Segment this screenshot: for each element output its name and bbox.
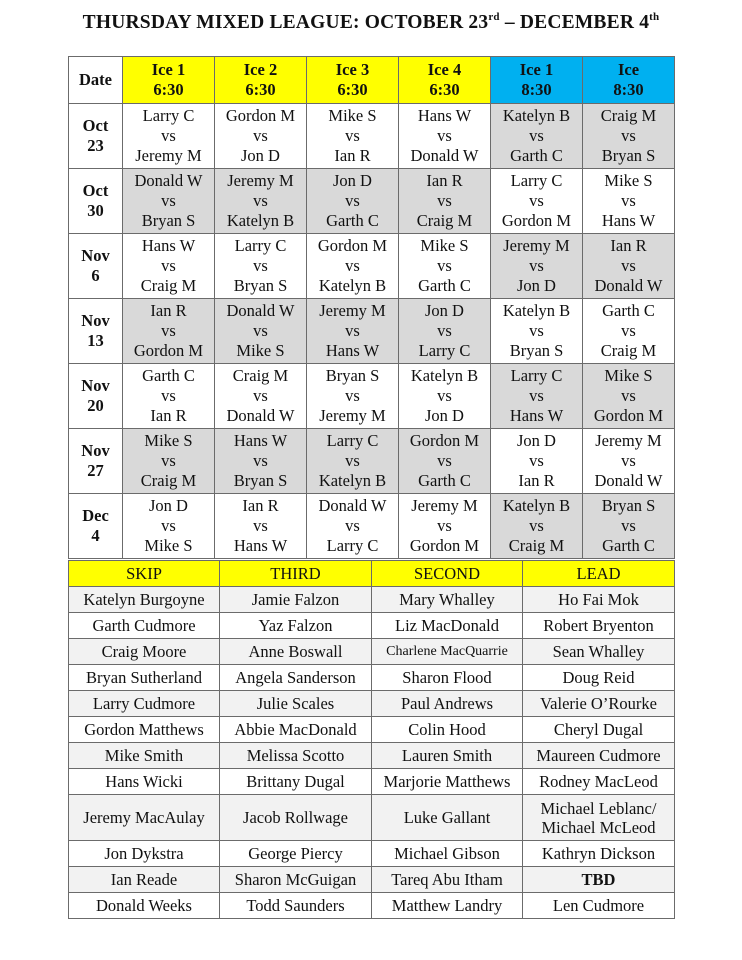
versus-label: vs xyxy=(621,516,636,535)
game-cell xyxy=(307,299,399,364)
skip-home: Katelyn B xyxy=(502,301,571,320)
game-cell xyxy=(399,364,491,429)
game-cell xyxy=(123,494,215,559)
skip-away: Ian R xyxy=(518,471,555,490)
versus-label: vs xyxy=(345,451,360,470)
versus-label: vs xyxy=(345,386,360,405)
date-part: 13 xyxy=(87,331,104,350)
lead-name: Robert Bryenton xyxy=(523,613,675,639)
lead-name: Rodney MacLeod xyxy=(523,769,675,795)
skip-home: Donald W xyxy=(226,301,295,320)
versus-label: vs xyxy=(529,126,544,145)
game-cell xyxy=(123,429,215,494)
versus-label: vs xyxy=(437,516,452,535)
versus-label: vs xyxy=(253,126,268,145)
game-cell xyxy=(215,234,307,299)
game-cell xyxy=(307,234,399,299)
game-cell xyxy=(583,429,675,494)
header-time: 6:30 xyxy=(245,80,276,99)
header-time: 6:30 xyxy=(337,80,368,99)
game-cell xyxy=(399,104,491,169)
second-name: Matthew Landry xyxy=(372,893,523,919)
skip-home: Katelyn B xyxy=(502,496,571,515)
header-line: Ice 4 xyxy=(427,60,462,79)
skip-home: Jeremy M xyxy=(227,171,294,190)
skip-away: Gordon M xyxy=(593,406,664,425)
versus-label: vs xyxy=(253,321,268,340)
header-line: Date xyxy=(79,70,112,89)
game-cell xyxy=(583,364,675,429)
week-date xyxy=(69,234,123,299)
versus-label: vs xyxy=(253,191,268,210)
third-name: Sharon McGuigan xyxy=(220,867,372,893)
game-cell xyxy=(307,429,399,494)
lead-column-header: LEAD xyxy=(523,561,675,587)
skip-away: Donald W xyxy=(226,406,295,425)
game-cell xyxy=(123,364,215,429)
header-line: Ice xyxy=(617,60,640,79)
versus-label: vs xyxy=(161,321,176,340)
versus-label: vs xyxy=(529,256,544,275)
game-cell xyxy=(215,429,307,494)
lead-name-line: Michael McLeod xyxy=(541,817,656,837)
versus-label: vs xyxy=(253,256,268,275)
skip-away: Garth C xyxy=(326,211,379,230)
date-part: 30 xyxy=(87,201,104,220)
date-part: Oct xyxy=(82,181,109,200)
skip-home: Jeremy M xyxy=(411,496,478,515)
game-cell xyxy=(215,494,307,559)
lead-name: Len Cudmore xyxy=(523,893,675,919)
date-part: Nov xyxy=(81,376,110,395)
header-time: 6:30 xyxy=(429,80,460,99)
date-part: 6 xyxy=(91,266,100,285)
skip-home: Katelyn B xyxy=(410,366,479,385)
skip-home: Larry C xyxy=(234,236,287,255)
versus-label: vs xyxy=(161,126,176,145)
skip-away: Larry C xyxy=(418,341,471,360)
roster-row xyxy=(69,613,675,639)
game-cell xyxy=(307,364,399,429)
skip-column-header: SKIP xyxy=(69,561,220,587)
lead-name-line: Michael Leblanc/ xyxy=(540,798,657,818)
title-superscript-start: rd xyxy=(488,11,500,23)
versus-label: vs xyxy=(345,126,360,145)
skip-home: Jon D xyxy=(333,171,372,190)
versus-label: vs xyxy=(621,386,636,405)
skip-away: Jon D xyxy=(425,406,464,425)
third-name: Yaz Falzon xyxy=(220,613,372,639)
skip-name: Larry Cudmore xyxy=(69,691,220,717)
game-cell xyxy=(307,494,399,559)
skip-away: Hans W xyxy=(509,406,564,425)
ice-column-header xyxy=(307,57,399,104)
week-date xyxy=(69,299,123,364)
skip-away: Hans W xyxy=(601,211,656,230)
versus-label: vs xyxy=(529,386,544,405)
game-cell xyxy=(491,169,583,234)
game-cell xyxy=(491,104,583,169)
skip-name: Katelyn Burgoyne xyxy=(69,587,220,613)
skip-home: Hans W xyxy=(233,431,288,450)
roster-row xyxy=(69,769,675,795)
versus-label: vs xyxy=(161,191,176,210)
game-cell xyxy=(307,104,399,169)
versus-label: vs xyxy=(437,386,452,405)
game-cell xyxy=(399,494,491,559)
skip-home: Mike S xyxy=(604,366,653,385)
skip-home: Donald W xyxy=(318,496,387,515)
roster-row xyxy=(69,665,675,691)
game-cell xyxy=(399,429,491,494)
game-cell xyxy=(123,104,215,169)
week-date xyxy=(69,104,123,169)
versus-label: vs xyxy=(253,451,268,470)
versus-label: vs xyxy=(621,191,636,210)
skip-away: Garth C xyxy=(418,276,471,295)
skip-name: Jon Dykstra xyxy=(69,841,220,867)
date-part: 23 xyxy=(87,136,104,155)
versus-label: vs xyxy=(253,516,268,535)
skip-home: Bryan S xyxy=(325,366,380,385)
game-cell xyxy=(215,299,307,364)
week-date xyxy=(69,169,123,234)
skip-home: Mike S xyxy=(328,106,377,125)
date-part: Oct xyxy=(82,116,109,135)
third-name: Jacob Rollwage xyxy=(220,795,372,841)
schedule-table xyxy=(68,56,675,559)
second-column-header: SECOND xyxy=(372,561,523,587)
second-name: Luke Gallant xyxy=(372,795,523,841)
header-line: Ice 1 xyxy=(151,60,186,79)
header-line: Ice 1 xyxy=(519,60,554,79)
skip-name: Gordon Matthews xyxy=(69,717,220,743)
skip-away: Craig M xyxy=(140,471,197,490)
roster-header-row xyxy=(69,561,675,587)
schedule-week-row xyxy=(69,169,675,234)
second-name: Paul Andrews xyxy=(372,691,523,717)
game-cell xyxy=(491,299,583,364)
skip-away: Ian R xyxy=(334,146,371,165)
skip-home: Ian R xyxy=(150,301,187,320)
third-name: George Piercy xyxy=(220,841,372,867)
third-name: Jamie Falzon xyxy=(220,587,372,613)
third-column-header: THIRD xyxy=(220,561,372,587)
second-name: Michael Gibson xyxy=(372,841,523,867)
skip-away: Katelyn B xyxy=(226,211,295,230)
date-part: Nov xyxy=(81,246,110,265)
skip-home: Hans W xyxy=(141,236,196,255)
skip-home: Donald W xyxy=(134,171,203,190)
skip-name: Donald Weeks xyxy=(69,893,220,919)
lead-name: Valerie O’Rourke xyxy=(523,691,675,717)
versus-label: vs xyxy=(161,386,176,405)
versus-label: vs xyxy=(621,321,636,340)
skip-away: Jon D xyxy=(241,146,280,165)
third-name: Brittany Dugal xyxy=(220,769,372,795)
game-cell xyxy=(491,234,583,299)
roster-row xyxy=(69,587,675,613)
versus-label: vs xyxy=(621,126,636,145)
skip-home: Larry C xyxy=(510,171,563,190)
skip-home: Craig M xyxy=(232,366,289,385)
skip-away: Craig M xyxy=(508,536,565,555)
header-line: Ice 3 xyxy=(335,60,370,79)
skip-away: Jeremy M xyxy=(135,146,202,165)
skip-away: Hans W xyxy=(233,536,288,555)
skip-home: Mike S xyxy=(604,171,653,190)
ice-column-header xyxy=(215,57,307,104)
skip-home: Hans W xyxy=(417,106,472,125)
skip-away: Hans W xyxy=(325,341,380,360)
game-cell xyxy=(583,234,675,299)
game-cell xyxy=(583,169,675,234)
second-name: Marjorie Matthews xyxy=(372,769,523,795)
roster-row xyxy=(69,867,675,893)
versus-label: vs xyxy=(437,256,452,275)
versus-label: vs xyxy=(345,256,360,275)
schedule-week-row xyxy=(69,429,675,494)
skip-away: Garth C xyxy=(418,471,471,490)
third-name: Todd Saunders xyxy=(220,893,372,919)
week-date xyxy=(69,494,123,559)
versus-label: vs xyxy=(161,256,176,275)
date-part: 4 xyxy=(91,526,100,545)
schedule-header-row xyxy=(69,57,675,104)
versus-label: vs xyxy=(437,321,452,340)
versus-label: vs xyxy=(621,256,636,275)
skip-home: Gordon M xyxy=(409,431,480,450)
skip-home: Larry C xyxy=(326,431,379,450)
game-cell xyxy=(307,169,399,234)
versus-label: vs xyxy=(529,191,544,210)
second-name: Lauren Smith xyxy=(372,743,523,769)
third-name: Anne Boswall xyxy=(220,639,372,665)
game-cell xyxy=(583,299,675,364)
third-name: Melissa Scotto xyxy=(220,743,372,769)
ice-column-header xyxy=(491,57,583,104)
lead-name: Doug Reid xyxy=(523,665,675,691)
skip-away: Donald W xyxy=(594,276,663,295)
versus-label: vs xyxy=(345,321,360,340)
second-name: Colin Hood xyxy=(372,717,523,743)
skip-away: Donald W xyxy=(410,146,479,165)
skip-home: Mike S xyxy=(144,431,193,450)
skip-home: Jon D xyxy=(149,496,188,515)
date-column-header xyxy=(69,57,123,104)
skip-away: Donald W xyxy=(594,471,663,490)
schedule-week-row xyxy=(69,104,675,169)
roster-row xyxy=(69,795,675,841)
versus-label: vs xyxy=(253,386,268,405)
roster-row xyxy=(69,743,675,769)
skip-away: Katelyn B xyxy=(318,471,387,490)
game-cell xyxy=(491,364,583,429)
skip-home: Katelyn B xyxy=(502,106,571,125)
skip-away: Bryan S xyxy=(601,146,656,165)
lead-name: Kathryn Dickson xyxy=(523,841,675,867)
versus-label: vs xyxy=(345,516,360,535)
skip-name: Jeremy MacAulay xyxy=(69,795,220,841)
skip-home: Ian R xyxy=(426,171,463,190)
versus-label: vs xyxy=(621,451,636,470)
roster-row xyxy=(69,691,675,717)
skip-home: Gordon M xyxy=(225,106,296,125)
third-name: Julie Scales xyxy=(220,691,372,717)
game-cell xyxy=(123,299,215,364)
skip-name: Mike Smith xyxy=(69,743,220,769)
roster-row xyxy=(69,841,675,867)
roster-row xyxy=(69,893,675,919)
lead-name: Cheryl Dugal xyxy=(523,717,675,743)
skip-away: Katelyn B xyxy=(318,276,387,295)
skip-home: Ian R xyxy=(242,496,279,515)
versus-label: vs xyxy=(437,191,452,210)
lead-name: Ho Fai Mok xyxy=(523,587,675,613)
skip-name: Garth Cudmore xyxy=(69,613,220,639)
header-line: Ice 2 xyxy=(243,60,278,79)
ice-column-header xyxy=(583,57,675,104)
skip-home: Larry C xyxy=(510,366,563,385)
skip-home: Ian R xyxy=(610,236,647,255)
game-cell xyxy=(215,169,307,234)
roster-row xyxy=(69,639,675,665)
title-superscript-end: th xyxy=(649,11,660,23)
skip-home: Jeremy M xyxy=(503,236,570,255)
game-cell xyxy=(583,104,675,169)
skip-away: Garth C xyxy=(510,146,563,165)
skip-away: Larry C xyxy=(326,536,379,555)
schedule-week-row xyxy=(69,234,675,299)
skip-home: Gordon M xyxy=(317,236,388,255)
date-part: Nov xyxy=(81,311,110,330)
skip-name: Craig Moore xyxy=(69,639,220,665)
skip-away: Bryan S xyxy=(233,471,288,490)
date-part: 20 xyxy=(87,396,104,415)
versus-label: vs xyxy=(529,451,544,470)
skip-away: Mike S xyxy=(236,341,285,360)
date-part: Dec xyxy=(82,506,109,525)
game-cell xyxy=(491,494,583,559)
skip-home: Jon D xyxy=(517,431,556,450)
skip-name: Ian Reade xyxy=(69,867,220,893)
versus-label: vs xyxy=(437,126,452,145)
skip-away: Bryan S xyxy=(233,276,288,295)
header-time: 8:30 xyxy=(613,80,644,99)
week-date xyxy=(69,364,123,429)
lead-name: Maureen Cudmore xyxy=(523,743,675,769)
skip-away: Craig M xyxy=(600,341,657,360)
header-time: 8:30 xyxy=(521,80,552,99)
second-name: Charlene MacQuarrie xyxy=(372,639,523,665)
skip-away: Craig M xyxy=(416,211,473,230)
skip-away: Bryan S xyxy=(141,211,196,230)
game-cell xyxy=(215,364,307,429)
game-cell xyxy=(583,494,675,559)
skip-away: Garth C xyxy=(602,536,655,555)
versus-label: vs xyxy=(529,516,544,535)
second-name: Mary Whalley xyxy=(372,587,523,613)
versus-label: vs xyxy=(161,516,176,535)
versus-label: vs xyxy=(437,451,452,470)
skip-home: Jon D xyxy=(425,301,464,320)
skip-away: Ian R xyxy=(150,406,187,425)
game-cell xyxy=(215,104,307,169)
ice-column-header xyxy=(123,57,215,104)
second-name: Sharon Flood xyxy=(372,665,523,691)
page-title: THURSDAY MIXED LEAGUE: OCTOBER 23rd – DECEMBER 4th xyxy=(82,11,660,33)
game-cell xyxy=(491,429,583,494)
skip-home: Garth C xyxy=(602,301,655,320)
date-part: Nov xyxy=(81,441,110,460)
game-cell xyxy=(123,234,215,299)
lead-name xyxy=(523,795,675,841)
team-roster-table xyxy=(68,560,675,919)
date-part: 27 xyxy=(87,461,104,480)
header-time: 6:30 xyxy=(153,80,184,99)
third-name: Abbie MacDonald xyxy=(220,717,372,743)
skip-home: Garth C xyxy=(142,366,195,385)
skip-away: Jon D xyxy=(517,276,556,295)
roster-row xyxy=(69,717,675,743)
skip-name: Bryan Sutherland xyxy=(69,665,220,691)
skip-away: Jeremy M xyxy=(319,406,386,425)
ice-column-header xyxy=(399,57,491,104)
skip-away: Bryan S xyxy=(509,341,564,360)
skip-away: Craig M xyxy=(140,276,197,295)
skip-home: Mike S xyxy=(420,236,469,255)
schedule-week-row xyxy=(69,494,675,559)
versus-label: vs xyxy=(345,191,360,210)
skip-home: Larry C xyxy=(142,106,195,125)
skip-away: Gordon M xyxy=(133,341,204,360)
schedule-week-row xyxy=(69,364,675,429)
skip-home: Jeremy M xyxy=(595,431,662,450)
lead-name: Sean Whalley xyxy=(523,639,675,665)
skip-away: Mike S xyxy=(144,536,193,555)
lead-name: TBD xyxy=(523,867,675,893)
game-cell xyxy=(399,169,491,234)
second-name: Tareq Abu Itham xyxy=(372,867,523,893)
skip-away: Gordon M xyxy=(501,211,572,230)
game-cell xyxy=(123,169,215,234)
versus-label: vs xyxy=(161,451,176,470)
skip-home: Craig M xyxy=(600,106,657,125)
skip-name: Hans Wicki xyxy=(69,769,220,795)
game-cell xyxy=(399,299,491,364)
versus-label: vs xyxy=(529,321,544,340)
game-cell xyxy=(399,234,491,299)
week-date xyxy=(69,429,123,494)
third-name: Angela Sanderson xyxy=(220,665,372,691)
skip-home: Jeremy M xyxy=(319,301,386,320)
second-name: Liz MacDonald xyxy=(372,613,523,639)
schedule-week-row xyxy=(69,299,675,364)
skip-away: Gordon M xyxy=(409,536,480,555)
skip-home: Bryan S xyxy=(601,496,656,515)
